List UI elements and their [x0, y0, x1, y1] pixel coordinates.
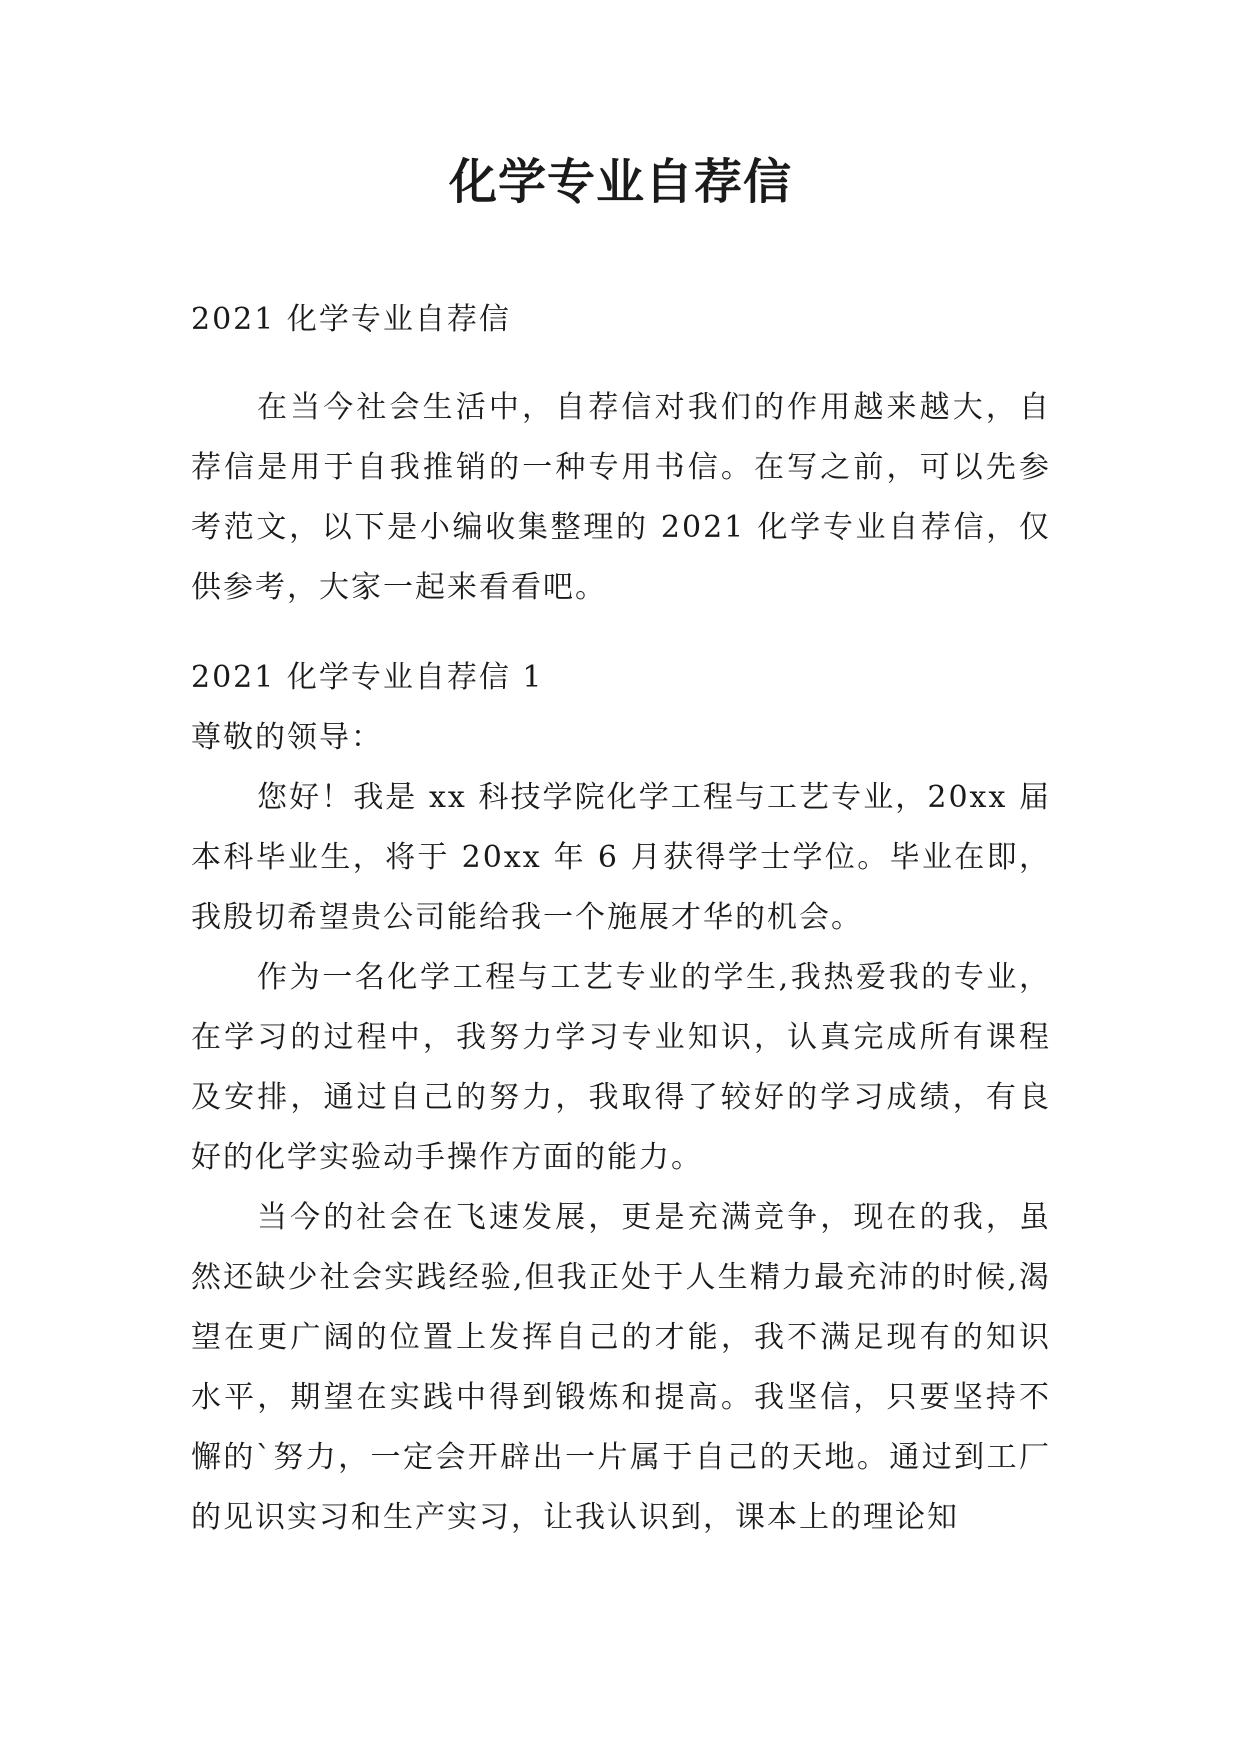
section-heading: 2021 化学专业自荐信 1	[191, 660, 544, 695]
document-subtitle: 2021 化学专业自荐信	[191, 302, 511, 337]
document-body	[191, 290, 1051, 1548]
body-paragraph-3: 当今的社会在飞速发展，更是充满竞争，现在的我，虽然还缺少社会实践经验,但我正处于人生精力最充沛的时候,渴望在更广阔的位置上发挥自己的才能，我不满足现有的知识水平，期望在实践中得到锻炼和提高。我坚信，只要坚持不懈的`努力，一定会开辟出一片属于自己的天地。通过到工厂的见识实习和生产实习，让我认识到，课本上的理论知	[191, 1200, 1051, 1535]
document-title: 化学专业自荐信	[448, 154, 792, 210]
body-paragraph-1: 您好！我是 xx 科技学院化学工程与工艺专业，20xx 届本科毕业生，将于 20xx 年 6 月获得学士学位。毕业在即，我殷切希望贵公司能给我一个施展才华的机会。	[191, 780, 1051, 935]
salutation: 尊敬的领导：	[191, 720, 383, 755]
body-paragraph-2: 作为一名化学工程与工艺专业的学生,我热爱我的专业，在学习的过程中，我努力学习专业知识，认真完成所有课程及安排，通过自己的努力，我取得了较好的学习成绩，有良好的化学实验动手操作方面的能力。	[191, 960, 1051, 1175]
intro-paragraph: 在当今社会生活中，自荐信对我们的作用越来越大，自荐信是用于自我推销的一种专用书信。在写之前，可以先参考范文，以下是小编收集整理的 2021 化学专业自荐信，仅供参考，大家一起来看看吧。	[191, 390, 1051, 605]
